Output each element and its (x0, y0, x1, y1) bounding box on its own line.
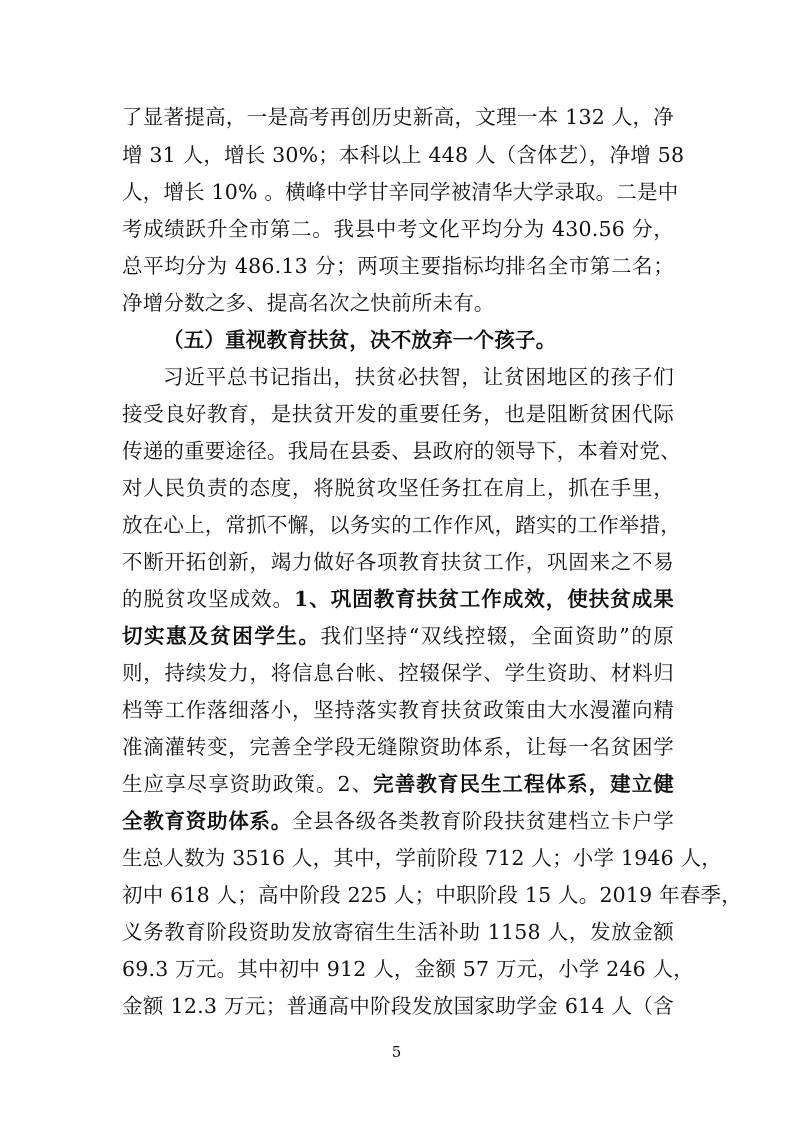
bold-phrase: 切实惠及贫困学生。 (122, 624, 321, 648)
body-line: 69.3 万元。其中初中 912 人，金额 57 万元，小学 246 人， (122, 957, 694, 981)
body-line: 金额 12.3 万元；普通高中阶段发放国家助学金 614 人（含 (122, 994, 674, 1018)
body-line: 的脱贫攻坚成效。1、巩固教育扶贫工作成效，使扶贫成果 (122, 587, 674, 611)
bold-phrase: 1、巩固教育扶贫工作成效，使扶贫成果 (294, 587, 674, 611)
body-line: 传递的重要途径。我局在县委、县政府的领导下，本着对党、 (122, 439, 681, 463)
body-line: 义务教育阶段资助发放寄宿生生活补助 1158 人，发放金额 (122, 920, 674, 944)
body-line: 生应享尽享资助政策。2、完善教育民生工程体系，建立健 (122, 772, 674, 796)
body-line: 考成绩跃升全市第二。我县中考文化平均分为 430.56 分， (122, 217, 674, 241)
body-line: 增 31 人，增长 30%；本科以上 448 人（含体艺），净增 58 (122, 143, 685, 167)
body-line: 初中 618 人；高中阶段 225 人；中职阶段 15 人。2019 年春季， (122, 883, 742, 907)
body-line: 习近平总书记指出，扶贫必扶智，让贫困地区的孩子们 (163, 365, 674, 389)
body-line: 生总人数为 3516 人，其中，学前阶段 712 人；小学 1946 人， (122, 846, 722, 870)
body-line: 净增分数之多、提高名次之快前所未有。 (122, 291, 495, 315)
body-line: 则，持续发力，将信息台帐、控辍保学、学生资助、材料归 (122, 661, 674, 685)
body-line: 放在心上，常抓不懈，以务实的工作作风，踏实的工作举措， (122, 513, 681, 537)
body-line: 了显著提高，一是高考再创历史新高，文理一本 132 人，净 (122, 105, 674, 129)
bold-phrase: 全教育资助体系。 (122, 809, 293, 833)
body-line: 对人民负责的态度，将脱贫攻坚任务扛在肩上，抓在手里， (122, 476, 674, 500)
body-line: 全教育资助体系。全县各级各类教育阶段扶贫建档立卡户学 (122, 809, 674, 833)
section-heading: （五）重视教育扶贫，决不放弃一个孩子。 (163, 328, 557, 352)
body-line: 切实惠及贫困学生。我们坚持“双线控辍，全面资助”的原 (122, 624, 674, 648)
bold-phrase: 完善教育民生工程体系，建立健 (373, 772, 674, 796)
body-line: 总平均分为 486.13 分；两项主要指标均排名全市第二名； (122, 254, 674, 278)
body-line: 接受良好教育，是扶贫开发的重要任务，也是阻断贫困代际 (122, 402, 674, 426)
page-number: 5 (391, 1043, 402, 1061)
body-line: 档等工作落细落小，坚持落实教育扶贫政策由大水漫灌向精 (122, 698, 674, 722)
body-line: 准滴灌转变，完善全学段无缝隙资助体系，让每一名贫困学 (122, 735, 674, 759)
body-line: 人，增长 10% 。横峰中学甘辛同学被清华大学录取。二是中 (122, 180, 679, 204)
body-line: 不断开拓创新，竭力做好各项教育扶贫工作，巩固来之不易 (122, 550, 674, 574)
